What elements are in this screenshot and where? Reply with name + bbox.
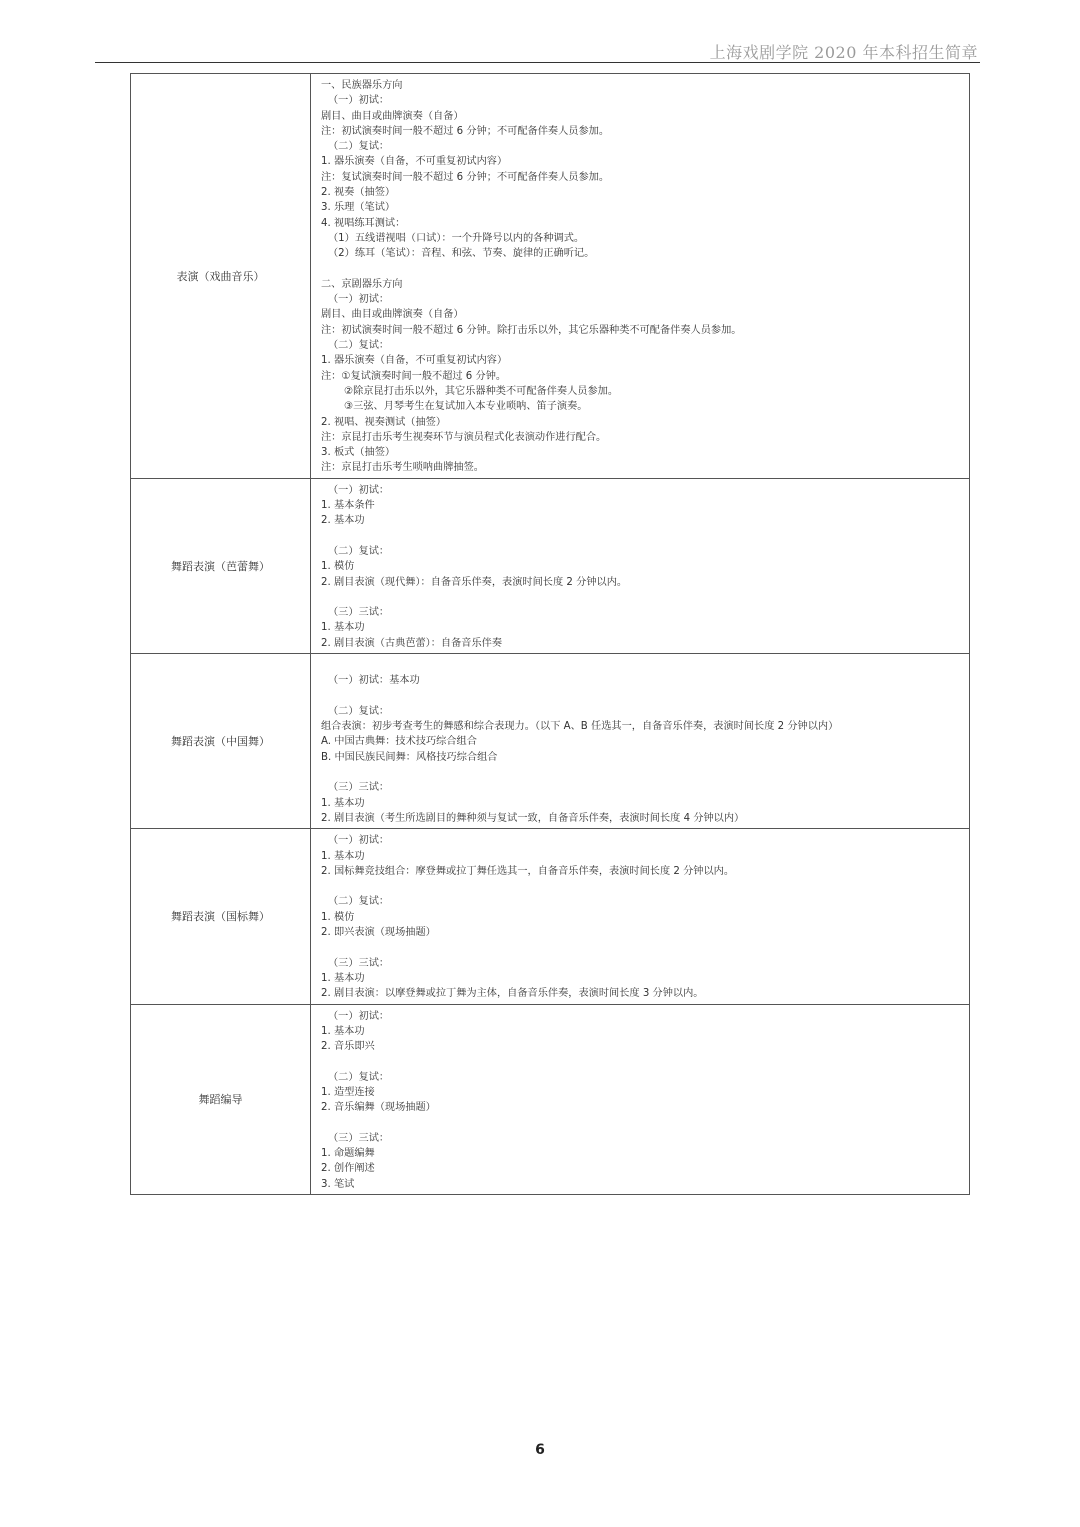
requirement-line: （二）复试： [328,705,390,717]
requirement-line: 注：京昆打击乐考生唢呐曲牌抽签。 [321,462,484,474]
requirement-line: 剧目、曲目或曲牌演奏（自备） [321,110,464,122]
table-row [131,1004,970,1195]
requirement-line: 1. 模仿 [321,561,355,573]
header-title: 上海戏剧学院 2020 年本科招生简章 [709,43,978,62]
requirement-line: A. 中国古典舞：技术技巧综合组合 [321,736,477,748]
exam-requirements [311,74,970,479]
requirement-line: 1. 基本条件 [321,500,375,512]
requirement-line: 1. 基本功 [321,850,365,862]
requirement-line: （二）复试： [328,896,390,908]
requirement-line: （三）三试： [328,782,390,794]
blank-line [321,689,969,704]
blank-line [321,940,969,955]
blank-line [321,1054,969,1069]
requirement-line: 1. 基本功 [321,1025,365,1037]
requirement-line: （2）练耳（笔试）：音程、和弦、节奏、旋律的正确听记。 [328,248,595,260]
requirement-line: （二）复试： [328,141,390,153]
blank-line [321,529,969,544]
admissions-exam-table [130,73,970,1195]
requirement-line: 1. 基本功 [321,972,365,984]
requirement-line: （二）复试： [328,545,390,557]
page-header [95,40,980,63]
exam-requirements [311,829,970,1004]
page-number: 6 [535,1442,545,1458]
requirement-line: （一）初试： [328,294,390,306]
requirement-line: ③三弦、月琴考生在复试加入本专业唢呐、笛子演奏。 [344,401,588,413]
requirement-line: 注：京昆打击乐考生视奏环节与演员程式化表演动作进行配合。 [321,431,607,443]
requirement-line: 1. 器乐演奏（自备，不可重复初试内容） [321,156,508,168]
requirement-line: 3. 笔试 [321,1178,355,1190]
requirement-line: 1. 基本功 [321,622,365,634]
requirement-line: 1. 器乐演奏（自备，不可重复初试内容） [321,355,508,367]
requirement-line: 2. 创作阐述 [321,1163,375,1175]
requirement-line: 1. 基本功 [321,797,365,809]
requirement-line: 2. 剧目表演（现代舞）：自备音乐伴奏，表演时间长度 2 分钟以内。 [321,576,628,588]
requirement-line: 3. 板式（抽签） [321,447,396,459]
blank-line [321,765,969,780]
blank-line [321,262,969,277]
table-row [131,829,970,1004]
major-name: 表演（戏曲音乐） [131,74,311,479]
requirement-line: 2. 国标舞竞技组合：摩登舞或拉丁舞任选其一，自备音乐伴奏，表演时间长度 2 分钟以内。 [321,865,735,877]
exam-requirements [311,1004,970,1195]
requirement-line: 注：复试演奏时间一般不超过 6 分钟；不可配备伴奏人员参加。 [321,171,610,183]
requirement-line: （三）三试： [328,957,390,969]
requirement-line: 2. 即兴表演（现场抽题） [321,927,436,939]
requirement-line: 组合表演：初步考查考生的舞感和综合表现力。（以下 A、B 任选其一，自备音乐伴奏，表演时间长度 2 分钟以内） [321,721,839,733]
requirement-line: （1）五线谱视唱（口试）：一个升降号以内的各种调式。 [328,232,585,244]
requirement-line: 1. 命题编舞 [321,1148,375,1160]
requirement-line: （一）初试： [328,835,390,847]
requirement-line: （一）初试： [328,484,390,496]
table-row [131,74,970,479]
requirement-line: （三）三试： [328,1132,390,1144]
requirement-line: 注：①复试演奏时间一般不超过 6 分钟。 [321,370,507,382]
major-name: 舞蹈表演（中国舞） [131,653,311,828]
requirement-line: 剧目、曲目或曲牌演奏（自备） [321,309,464,321]
table-row [131,653,970,828]
requirement-line: 1. 模仿 [321,911,355,923]
requirement-line: 2. 视奏（抽签） [321,187,396,199]
requirement-line: 2. 剧目表演（古典芭蕾）：自备音乐伴奏 [321,637,503,649]
requirement-line: 一、民族器乐方向 [321,80,403,91]
major-name: 舞蹈表演（国标舞） [131,829,311,1004]
exam-requirements [311,653,970,828]
requirement-line: 1. 造型连接 [321,1087,375,1098]
blank-line [321,658,969,673]
table-body [131,74,970,1195]
requirement-line: （二）复试： [328,340,390,352]
requirement-line: 3. 乐理（笔试） [321,202,396,214]
blank-line [321,590,969,605]
requirement-line: （二）复试： [328,1071,390,1083]
requirement-line: （三）三试： [328,607,390,619]
requirement-line: （一）初试：基本功 [328,675,420,687]
requirement-line: ②除京昆打击乐以外，其它乐器种类不可配备伴奏人员参加。 [344,385,619,397]
blank-line [321,1116,969,1131]
requirement-line: 2. 视唱、视奏测试（抽签） [321,416,447,428]
requirement-line: 2. 剧目表演（考生所选剧目的舞种须与复试一致，自备音乐伴奏，表演时间长度 4 分钟以内） [321,812,745,824]
table-row [131,478,970,653]
blank-line [321,879,969,894]
requirement-line: 注：初试演奏时间一般不超过 6 分钟；不可配备伴奏人员参加。 [321,125,610,137]
exam-requirements [311,478,970,653]
requirement-line: 2. 音乐编舞（现场抽题） [321,1102,436,1114]
requirement-line: （一）初试： [328,95,390,107]
requirement-line: B. 中国民族民间舞：风格技巧综合组合 [321,751,498,763]
requirement-line: （一）初试： [328,1010,390,1022]
major-name: 舞蹈表演（芭蕾舞） [131,478,311,653]
requirement-line: 4. 视唱练耳测试： [321,217,406,229]
requirement-line: 2. 基本功 [321,515,365,527]
requirement-line: 注：初试演奏时间一般不超过 6 分钟。除打击乐以外，其它乐器种类不可配备伴奏人员参加。 [321,324,742,336]
requirement-line: 2. 剧目表演：以摩登舞或拉丁舞为主体，自备音乐伴奏，表演时间长度 3 分钟以内。 [321,988,704,1000]
requirement-line: 二、京剧器乐方向 [321,278,403,290]
major-name: 舞蹈编导 [131,1004,311,1195]
requirement-line: 2. 音乐即兴 [321,1041,375,1053]
